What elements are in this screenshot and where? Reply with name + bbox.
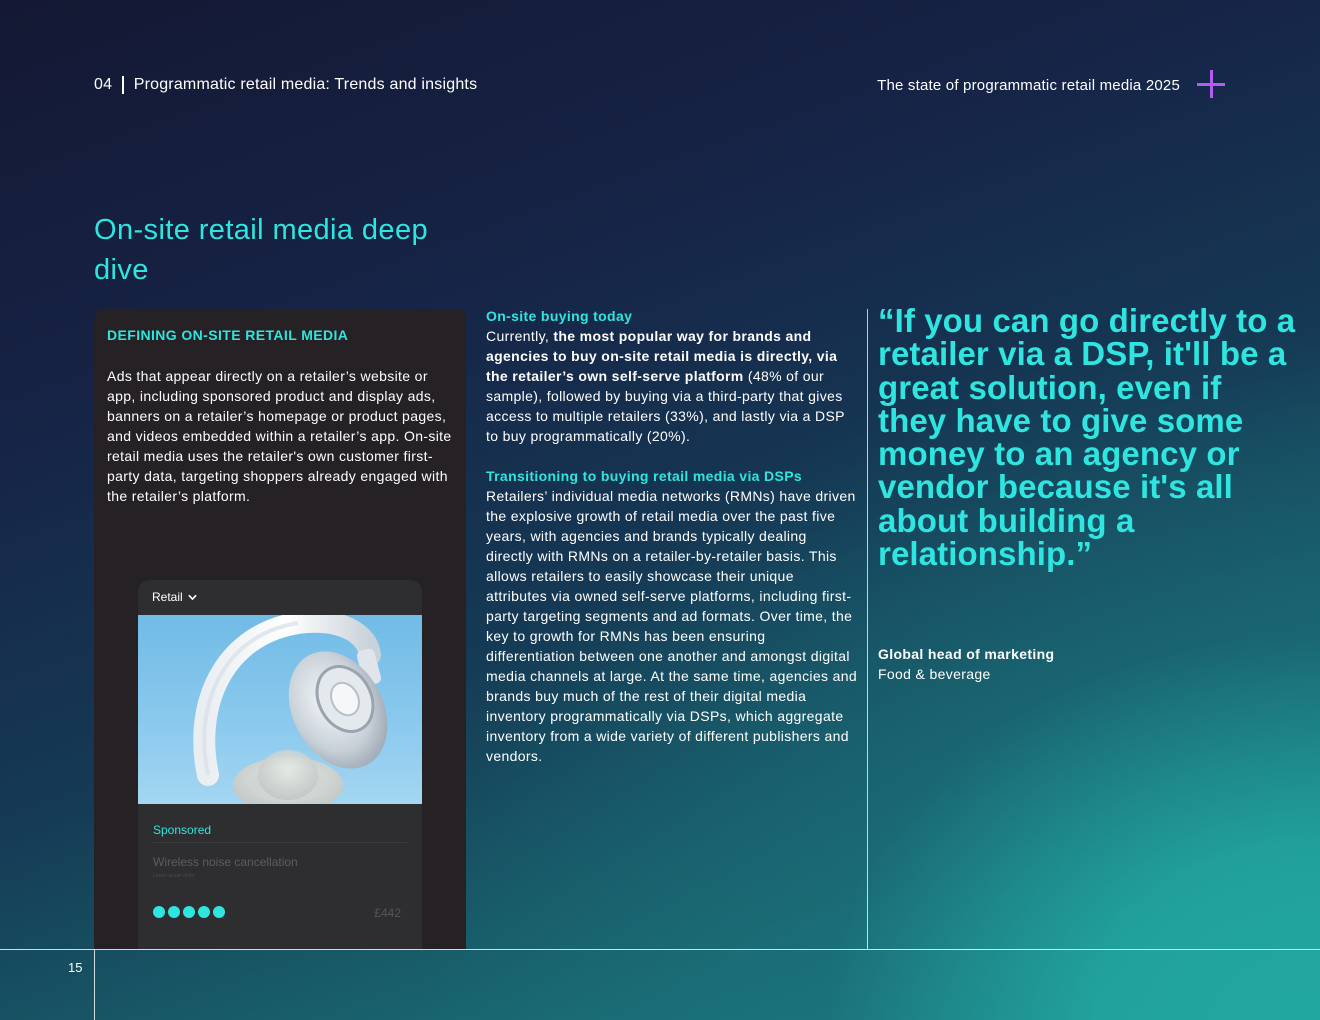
footer-divider xyxy=(0,949,1320,950)
onsite-buying-heading: On-site buying today xyxy=(486,308,633,324)
sponsored-label: Sponsored xyxy=(153,823,212,837)
card-body: Ads that appear directly on a retailer’s website or app, including sponsored product and display ads, banners on a retailer’s homepage or product pages, and videos embedded within a retailer’s app. On-site retail media uses the retailer's own customer first-party data, targeting shoppers already engaged with the retailer’s platform. xyxy=(107,368,452,504)
product-image[interactable] xyxy=(138,615,422,804)
product-price: £442 xyxy=(374,906,401,920)
product-name[interactable]: Wireless noise cancellation xyxy=(153,855,298,869)
onsite-buying-text xyxy=(486,326,858,446)
column-divider xyxy=(867,309,868,949)
product-subtitle: Lorem ipsum dolor xyxy=(153,873,195,879)
rating-dot-icon xyxy=(198,906,210,918)
dropdown-label: Retail xyxy=(152,590,183,604)
pull-quote: “If you can go directly to a retailer via a DSP, it'll be a great solution, even if they have to give some money to an agency or vendor because it's all about building a relationship.” xyxy=(878,302,1296,573)
rating-dot-icon xyxy=(213,906,225,918)
card-heading: DEFINING ON-SITE RETAIL MEDIA xyxy=(107,327,349,343)
quote-attribution-org: Food & beverage xyxy=(878,666,991,682)
chevron-down-icon xyxy=(188,593,197,602)
onsite-rest: (48% of our sample), followed by buying via a third-party that gives access to multiple retailers (33%), and lastly via a DSP to buy programmatically (20%). xyxy=(486,368,845,444)
transitioning-heading: Transitioning to buying retail media via DSPs xyxy=(486,468,803,484)
rating-stars xyxy=(153,906,225,918)
section-header xyxy=(94,76,477,94)
footer-vertical-divider xyxy=(94,949,95,1020)
headphones-icon xyxy=(138,615,422,804)
page-title: On-site retail media deep dive xyxy=(94,214,428,286)
retail-dropdown[interactable] xyxy=(152,590,197,604)
section-title: Programmatic retail media: Trends and insights xyxy=(133,76,478,93)
report-title: The state of programmatic retail media 2025 xyxy=(877,77,1180,94)
definition-card xyxy=(94,309,466,949)
section-number: 04 xyxy=(94,76,113,93)
divider xyxy=(153,842,407,843)
rating-dot-icon xyxy=(153,906,165,918)
rating-dot-icon xyxy=(183,906,195,918)
transitioning-text: Retailers’ individual media networks (RMNs) have driven the explosive growth of retail media over the past five years, with agencies and brands typically dealing directly with RMNs on a retailer-by-retailer basis. This allows retailers to easily showcase their unique attributes via owned self-serve platforms, including first-party targeting segments and ad formats. Over time, the key to growth for RMNs has been ensuring differentiation between one another and amongst digital media channels at large. At the same time, agencies and brands buy much of the rest of their digital media inventory programmatically via DSPs, which aggregate inventory from a wide variety of different publishers and vendors. xyxy=(486,488,858,764)
header-divider xyxy=(122,76,124,94)
onsite-highlight: the most popular way for brands and agencies to buy on-site retail media is directly, via the retailer’s own self-serve platform xyxy=(486,328,838,384)
plus-icon[interactable] xyxy=(1197,70,1225,98)
phone-mockup xyxy=(138,580,422,949)
page-number: 15 xyxy=(68,960,83,975)
quote-attribution-role: Global head of marketing xyxy=(878,646,1055,662)
onsite-intro: Currently, xyxy=(486,328,554,344)
body-column xyxy=(486,306,858,766)
rating-dot-icon xyxy=(168,906,180,918)
